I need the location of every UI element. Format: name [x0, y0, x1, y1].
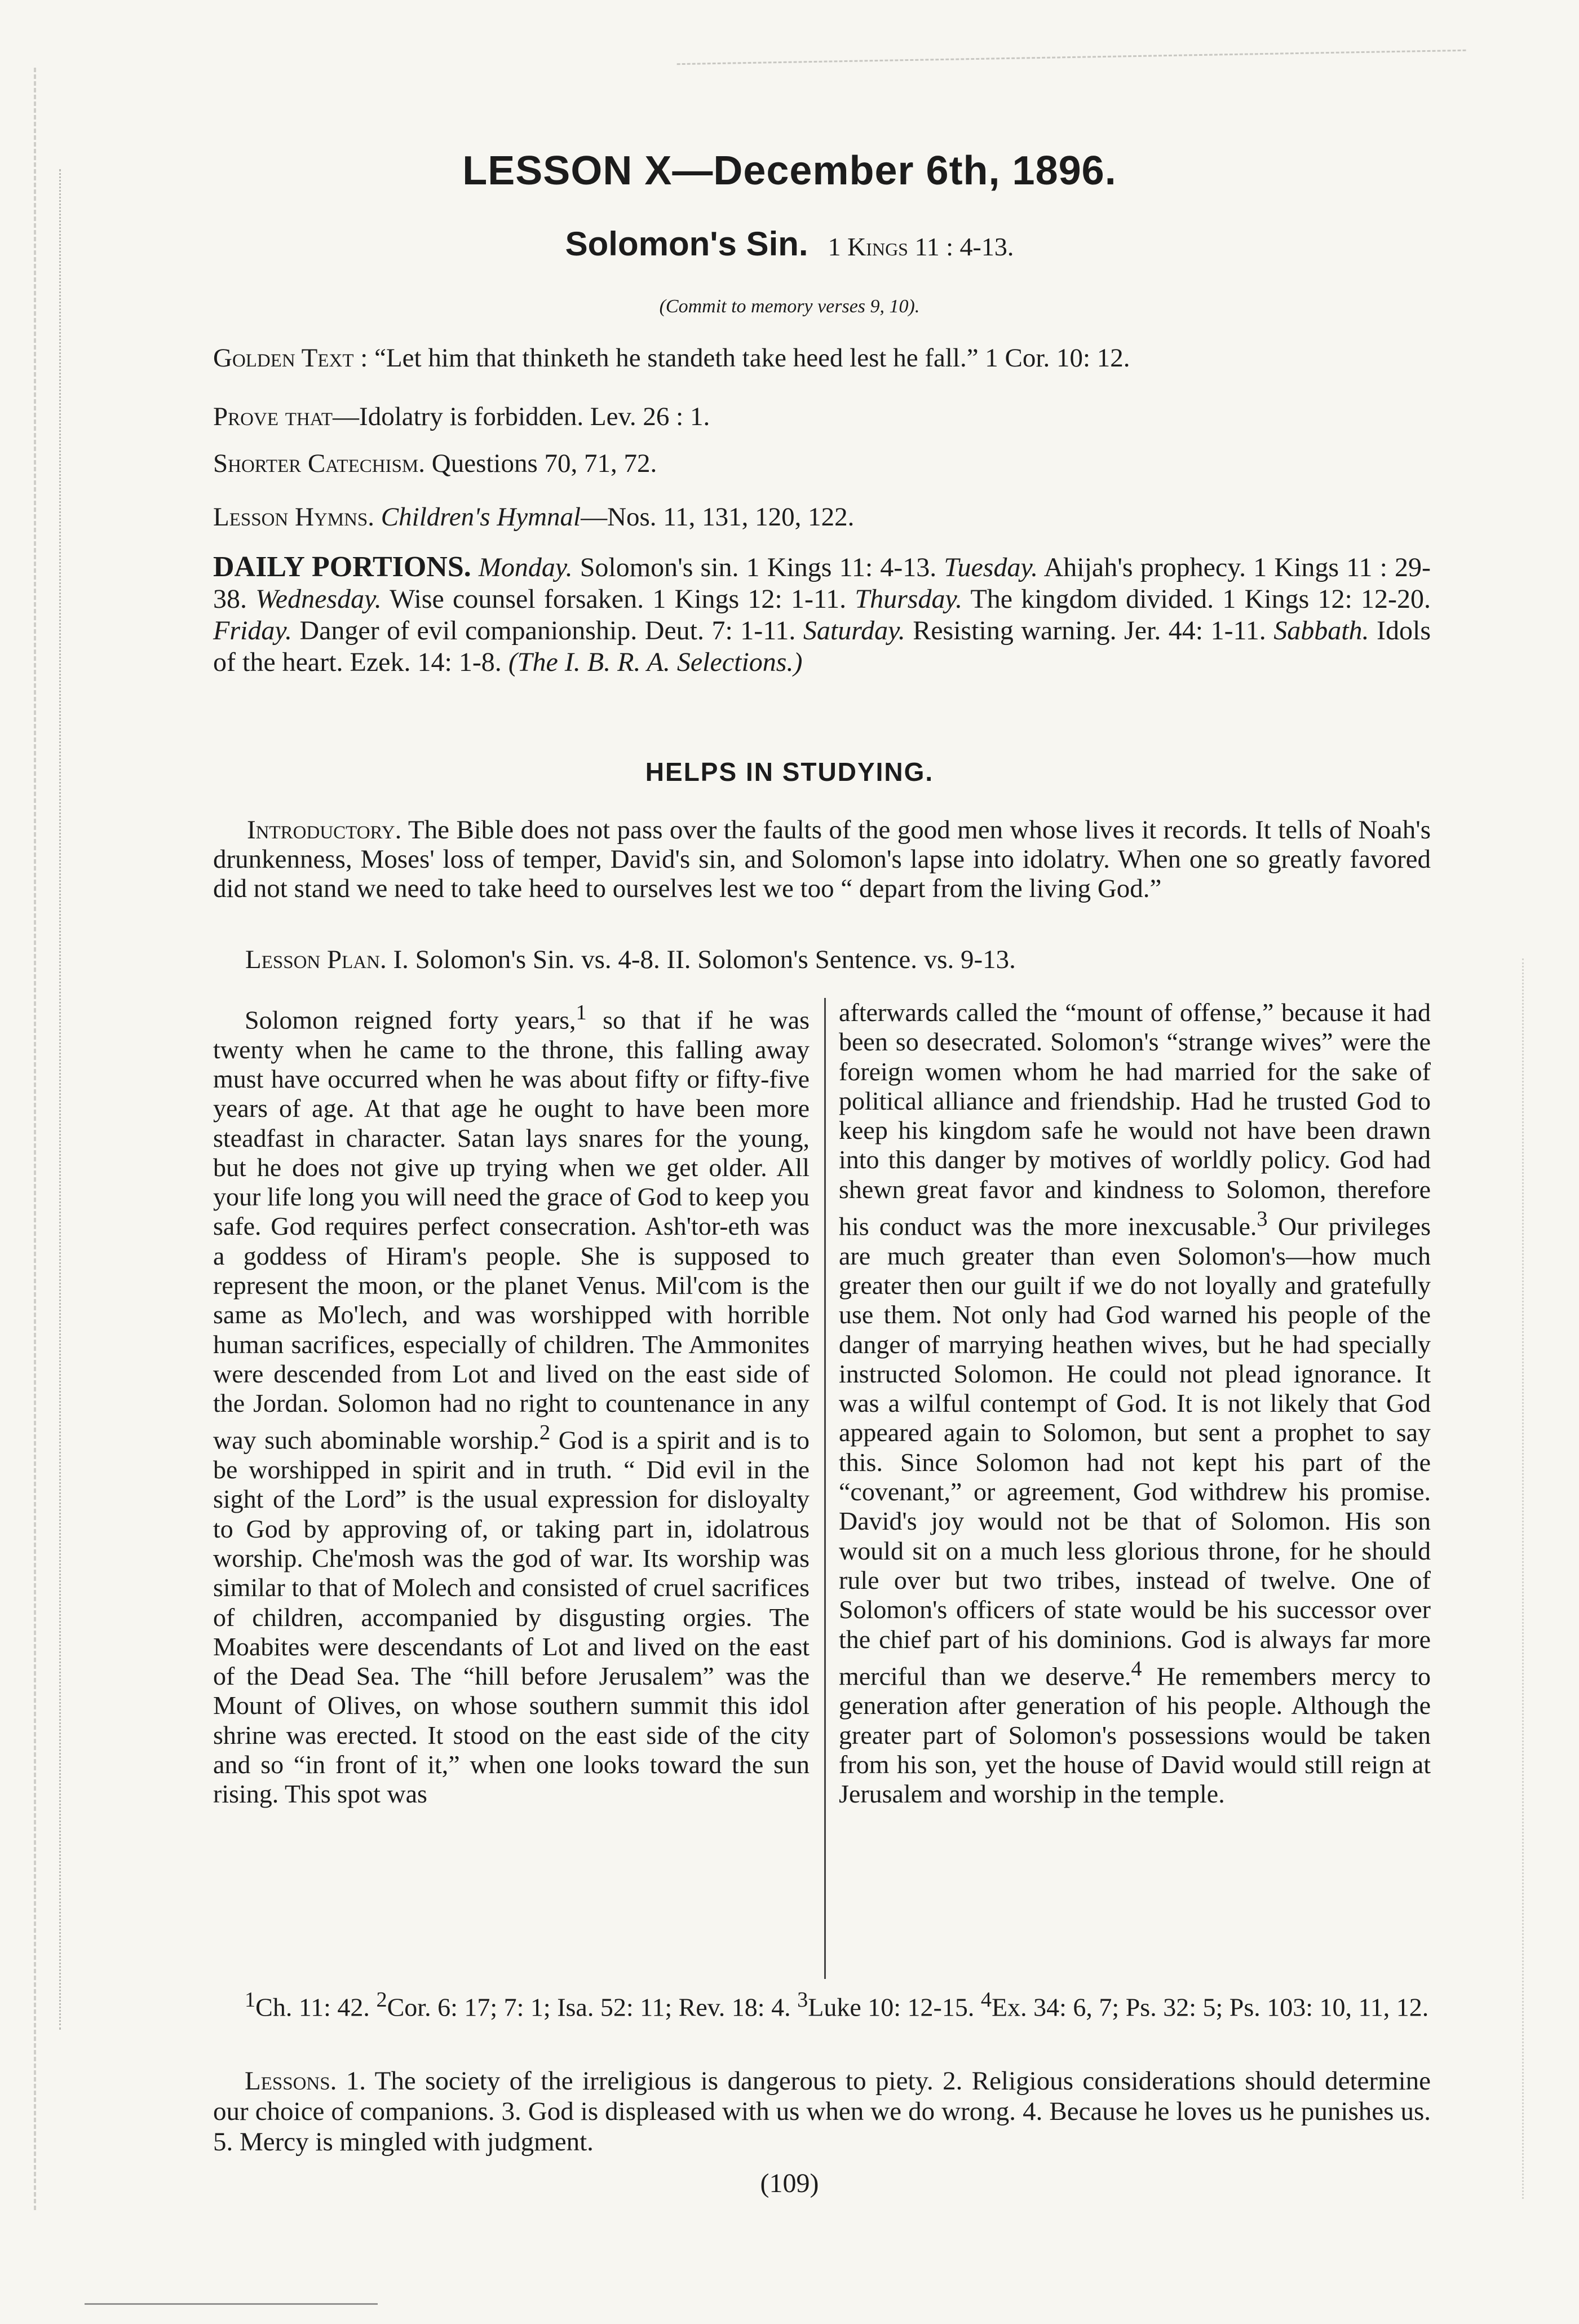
scan-top-mark [676, 10, 1466, 65]
footnote-number: 1 [245, 1988, 256, 2012]
day-label: Wednesday. [255, 584, 382, 614]
lessons-text: 1. The society of the irreligious is dangerous to piety. 2. Religious considerations should determine our choice of companions. 3. God is displeased with us when we do wrong. 4. Because he loves us he punishes us. 5. Mercy is mingled with judgment. [213, 2066, 1431, 2157]
golden-text [213, 343, 1419, 373]
lesson-title: LESSON X—December 6th, 1896. [462, 148, 1117, 193]
helps-heading: HELPS IN STUDYING. [645, 757, 934, 787]
lesson-plan-text: I. Solomon's Sin. vs. 4-8. II. Solomon's Sentence. vs. 9-13. [393, 945, 1016, 974]
lessons-label: Lessons. [245, 2066, 337, 2096]
footnote-text: Ch. 11: 42. [255, 1992, 370, 2022]
golden-text-label: Golden Text : [213, 343, 368, 373]
column-text: afterwards called the “mount of offense,” because it had been so desecrated. Solomon's “strange wives” were the foreign women whom he had married for the sake of political alliance and friendship. Had he trusted God to keep his kingdom safe he would not have been drawn into this danger by motives of worldly policy. God had shewn great favor and kindness to Solomon, therefore his conduct was the more inexcusable. [839, 998, 1431, 1241]
footnotes [213, 1985, 1431, 2022]
column-text: God is a spirit and is to be worshipped in spirit and in truth. “ Did evil in the sight of the Lord” is the usual expression for disloyalty to God by approving of, or taking part in, idolatrous worship. Che'mosh was the god of war. Its worship was similar to that of Molech and consisted of cruel sacrifices of children, accompanied by disgusting orgies. The Moabites were descendants of Lot and lived on the east of the Dead Sea. The “hill before Jerusalem” was the Mount of Olives, on whose southern summit this idol shrine was erected. It stood on the east side of the city and so “in front of it,” when one looks toward the sun rising. This spot was [213, 1425, 810, 1809]
page-number: (109) [760, 2168, 819, 2198]
day-label: Saturday. [803, 616, 905, 646]
column-text: Our privileges are much greater than even Solomon's—how much greater then our guilt if we do not loyally and gratefully use them. Not only had God warned his people of the danger of marrying heathen wives, but he had specially instructed Solomon. He could not plead ignorance. It was a wilful contempt of God. It is not likely that God appeared again to Solomon, but sent a prophet to say this. Since Solomon had not kept his part of the “covenant,” or agreement, God withdrew his promise. David's joy would not be that of Solomon. His son would sit on a much less glorious throne, for he should rule over but two tribes, instead of twelve. One of Solomon's officers of state would be his successor over the chief part of his dominions. God is always far more merciful than we deserve. [839, 1212, 1431, 1691]
memory-verses-note: (Commit to memory verses 9, 10). [659, 296, 920, 317]
lessons-paragraph [213, 2066, 1431, 2157]
day-reading: Solomon's sin. 1 Kings 11: 4-13. [580, 553, 937, 582]
catechism-label: Shorter Catechism. [213, 449, 426, 478]
day-reading: Resisting warning. Jer. 44: 1-11. [913, 616, 1266, 646]
column-text: so that if he was twenty when he came to the throne, this falling away must have occurred when he was about fifty or fifty-five years of age. At that age he ought to have been more steadfast in character. Satan lays snares for the young, but he does not give up trying when we get older. All your life long you will need the grace of God to keep you safe. God requires perfect consecration. Ash'tor-eth was a goddess of Hiram's people. She is supposed to represent the moon, or the planet Venus. Mil'com is the same as Mo'lech, and was worshipped with horrible human sacrifices, especially of children. The Ammonites were descended from Lot and lived on the east side of the Jordan. Solomon had no right to countenance in any way such abominable worship. [213, 1005, 810, 1455]
footnote-ref: 3 [1257, 1207, 1268, 1231]
prove-that-body: —Idolatry is forbidden. Lev. 26 : 1. [333, 402, 710, 431]
scripture-reference: 1 Kings 11 : 4-13. [828, 232, 1014, 261]
introductory-paragraph [213, 815, 1431, 903]
day-reading: Idols of the heart. Ezek. 14: 1-8. [213, 616, 1431, 677]
day-reading: Danger of evil companionship. Deut. 7: 1-11. [299, 616, 796, 646]
scan-edge-mark [1522, 958, 1529, 2199]
lesson-plan-label: Lesson Plan. [245, 945, 387, 974]
hymns-label: Lesson Hymns. [213, 502, 375, 532]
commentary-right-column [839, 998, 1431, 1809]
column-text: He remembers mercy to generation after generation of his people. Although the greater part of Solomon's possessions would be taken from his son, yet the house of David would still reign at Jerusalem and worship in the temple. [839, 1662, 1431, 1809]
footnote-number: 4 [980, 1988, 992, 2012]
column-divider [824, 998, 826, 1979]
day-reading: The kingdom divided. 1 Kings 12: 12-20. [970, 584, 1431, 614]
hymnal-title: Children's Hymnal [381, 502, 581, 532]
lesson-plan [245, 944, 1016, 975]
selections-source: (The I. B. R. A. Selections.) [508, 647, 803, 677]
hymns-numbers: —Nos. 11, 131, 120, 122. [581, 502, 855, 532]
footnote-text: Luke 10: 12-15. [808, 1992, 975, 2022]
subtitle-text: Solomon's Sin. [565, 225, 808, 263]
golden-text-body: “Let him that thinketh he standeth take heed lest he fall.” 1 Cor. 10: 12. [374, 343, 1130, 373]
scan-bottom-mark [85, 2303, 378, 2305]
prove-that-label: Prove that [213, 402, 333, 431]
day-reading: Wise counsel forsaken. 1 Kings 12: 1-11. [390, 584, 847, 614]
scan-edge-mark [59, 169, 67, 2030]
day-label: Sabbath. [1273, 616, 1369, 646]
daily-portions-heading: DAILY PORTIONS. [213, 551, 471, 583]
lesson-hymns [213, 502, 1419, 532]
footnote-ref: 2 [539, 1421, 551, 1445]
catechism-body: Questions 70, 71, 72. [431, 449, 657, 478]
prove-that [213, 401, 1419, 432]
day-label: Tuesday. [944, 553, 1038, 582]
day-reading: Ahijah's prophecy. 1 Kings 11 : 29-38. [213, 553, 1431, 614]
column-text: Solomon reigned forty years, [245, 1005, 576, 1035]
footnote-ref: 1 [576, 1001, 587, 1024]
day-label: Monday. [478, 553, 573, 582]
footnote-text: Cor. 6: 17; 7: 1; Isa. 52: 11; Rev. 18: 4. [387, 1992, 791, 2022]
day-label: Friday. [213, 616, 292, 646]
daily-portions [213, 551, 1431, 678]
footnote-ref: 4 [1131, 1656, 1142, 1681]
introductory-text: The Bible does not pass over the faults of the good men whose lives it records. It tells of Noah's drunkenness, Moses' loss of temper, David's sin, and Solomon's lapse into idolatry. When one so greatly favored did not stand we need to take heed to ourselves lest we too “ depart from the living God.” [213, 815, 1431, 903]
footnote-number: 3 [797, 1988, 808, 2012]
scan-edge-mark [34, 68, 58, 2210]
lesson-subtitle [0, 224, 1579, 264]
day-label: Thursday. [855, 584, 963, 614]
commentary-left-column [213, 998, 810, 1809]
shorter-catechism [213, 448, 1419, 479]
introductory-label: Introductory. [247, 815, 402, 845]
footnote-number: 2 [376, 1988, 387, 2012]
footnote-text: Ex. 34: 6, 7; Ps. 32: 5; Ps. 103: 10, 11, 12. [992, 1992, 1429, 2022]
